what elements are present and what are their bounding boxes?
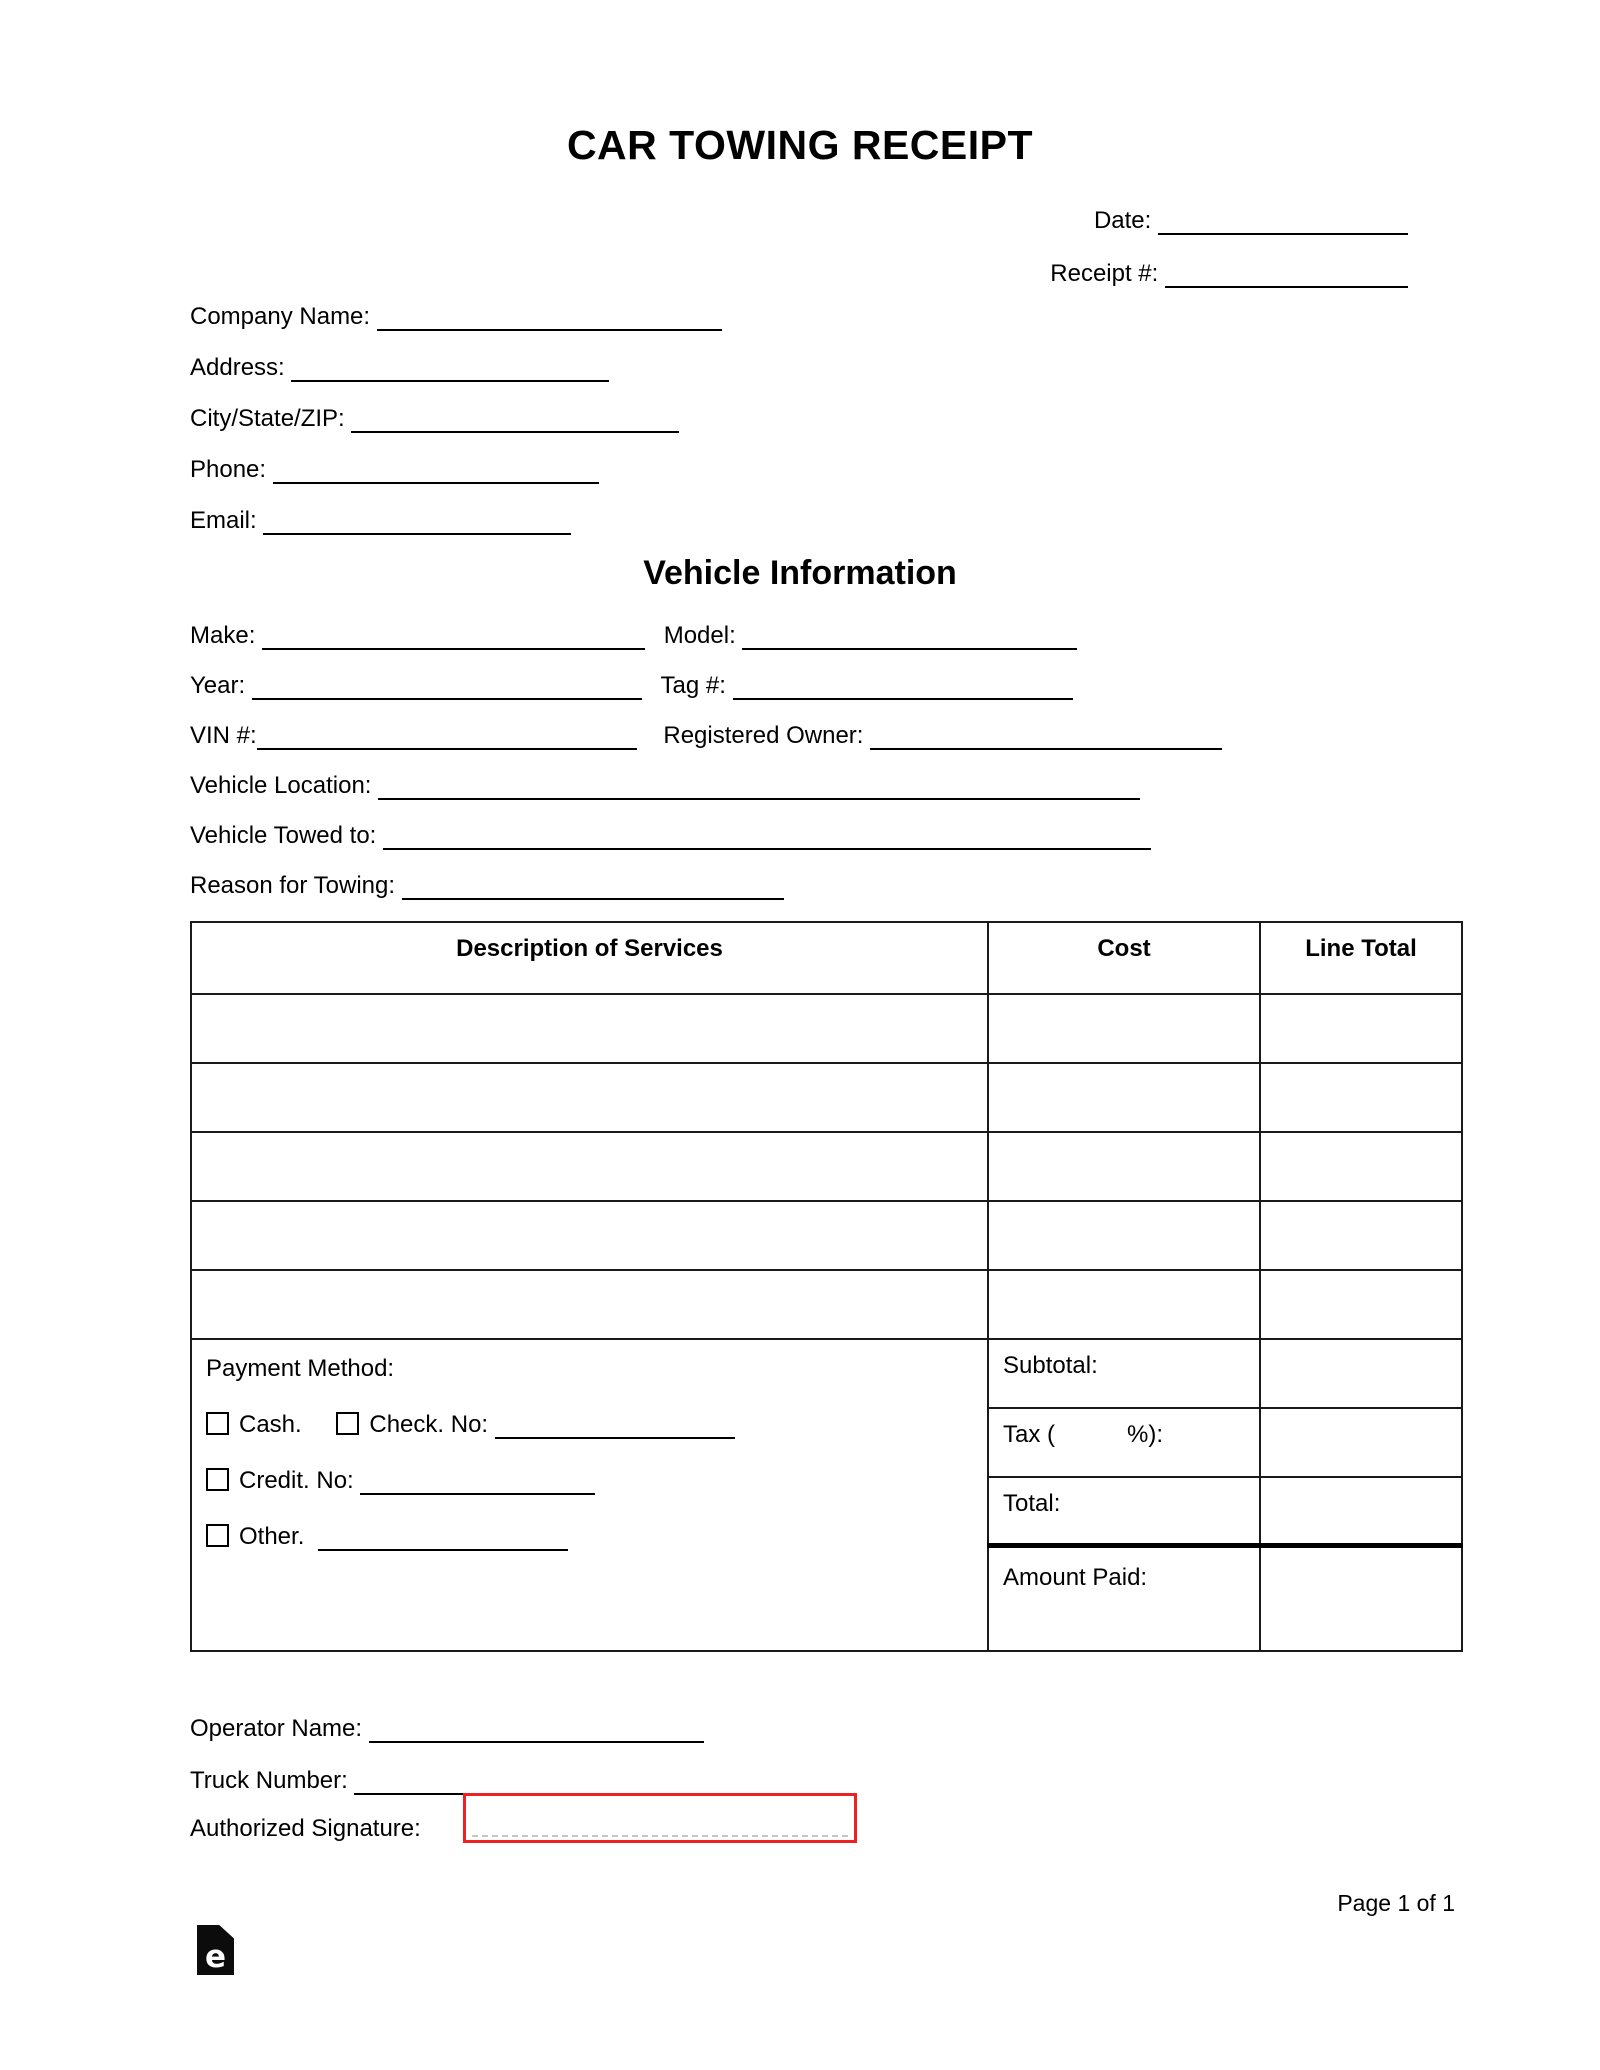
authorized-signature-row	[190, 1815, 421, 1843]
company-info-block	[190, 303, 722, 558]
receipt-number-blank-line	[1165, 282, 1408, 288]
check-checkbox[interactable]	[336, 1412, 359, 1435]
operator-name-row	[190, 1715, 704, 1743]
tax-value-cell	[1260, 1408, 1462, 1477]
operator-name-label: Operator Name:	[190, 1715, 363, 1742]
page-title: CAR TOWING RECEIPT	[566, 122, 1034, 168]
receipt-number-row	[1050, 260, 1408, 313]
date-receipt-block	[1050, 207, 1408, 313]
truck-number-row	[190, 1767, 684, 1795]
service-row	[191, 994, 1462, 1063]
page-number: Page 1 of 1	[1337, 1890, 1455, 1916]
city-state-zip-label: City/State/ZIP:	[190, 405, 345, 432]
other-label: Other.	[239, 1523, 305, 1550]
payment-method-cell	[191, 1339, 988, 1651]
operator-name-blank-line	[369, 1737, 704, 1743]
service-line-total-cell	[1260, 1132, 1462, 1201]
email-label: Email:	[190, 507, 257, 534]
make-blank-line	[262, 644, 645, 650]
credit-number-label: Credit. No:	[239, 1467, 354, 1494]
truck-number-label: Truck Number:	[190, 1767, 348, 1794]
subtotal-label: Subtotal:	[1003, 1352, 1098, 1379]
eforms-logo-icon	[197, 1925, 234, 1975]
description-of-services-header: Description of Services	[191, 922, 988, 994]
total-label-cell	[988, 1477, 1260, 1545]
date-label: Date:	[1093, 207, 1152, 234]
vehicle-information-heading: Vehicle Information	[643, 554, 957, 592]
operator-signature-block	[190, 1715, 1190, 1875]
phone-blank-line	[273, 478, 599, 484]
line-total-header: Line Total	[1260, 922, 1462, 994]
vehicle-location-blank-line	[378, 794, 1140, 800]
other-checkbox[interactable]	[206, 1524, 229, 1547]
email-blank-line	[263, 529, 571, 535]
vehicle-location-row	[190, 772, 1222, 822]
service-line-total-cell	[1260, 994, 1462, 1063]
service-line-total-cell	[1260, 1201, 1462, 1270]
service-cost-cell	[988, 1132, 1260, 1201]
other-blank-line	[318, 1545, 568, 1551]
other-row	[206, 1522, 977, 1551]
tax-label-cell	[988, 1408, 1260, 1477]
amount-paid-label-cell	[988, 1545, 1260, 1651]
amount-paid-value-cell	[1260, 1545, 1462, 1651]
service-row	[191, 1201, 1462, 1270]
vehicle-towed-to-label: Vehicle Towed to:	[190, 822, 377, 849]
subtotal-label-cell	[988, 1339, 1260, 1408]
registered-owner-label: Registered Owner:	[663, 722, 864, 749]
service-description-cell	[191, 1063, 988, 1132]
reason-for-towing-label: Reason for Towing:	[190, 872, 396, 899]
reason-for-towing-blank-line	[402, 894, 784, 900]
authorized-signature-label: Authorized Signature:	[190, 1815, 421, 1842]
cash-label: Cash.	[239, 1411, 302, 1438]
service-cost-cell	[988, 994, 1260, 1063]
model-label: Model:	[663, 622, 736, 649]
tax-label-prefix: Tax (	[1003, 1421, 1056, 1448]
service-row	[191, 1270, 1462, 1339]
cash-option	[206, 1411, 302, 1438]
address-row	[190, 354, 722, 405]
service-row	[191, 1132, 1462, 1201]
tax-label-suffix: %):	[1127, 1421, 1164, 1448]
city-state-zip-blank-line	[351, 427, 679, 433]
payment-method-label: Payment Method:	[206, 1355, 395, 1382]
tag-number-label: Tag #:	[660, 672, 726, 699]
make-label: Make:	[190, 622, 256, 649]
services-table-header-row	[191, 922, 1462, 994]
vehicle-location-label: Vehicle Location:	[190, 772, 372, 799]
phone-label: Phone:	[190, 456, 267, 483]
service-description-cell	[191, 1132, 988, 1201]
check-number-blank-line	[495, 1433, 735, 1439]
service-description-cell	[191, 1270, 988, 1339]
service-cost-cell	[988, 1270, 1260, 1339]
receipt-number-label: Receipt #:	[1050, 260, 1159, 287]
service-line-total-cell	[1260, 1063, 1462, 1132]
total-value-cell	[1260, 1477, 1462, 1545]
check-option	[336, 1411, 488, 1438]
vehicle-towed-to-row	[190, 822, 1222, 872]
credit-checkbox[interactable]	[206, 1468, 229, 1491]
year-label: Year:	[190, 672, 246, 699]
phone-row	[190, 456, 722, 507]
email-row	[190, 507, 722, 558]
city-state-zip-row	[190, 405, 722, 456]
subtotal-value-cell	[1260, 1339, 1462, 1408]
vin-label: VIN #:	[190, 722, 257, 749]
make-model-row	[190, 622, 1222, 672]
model-blank-line	[742, 644, 1077, 650]
services-table	[190, 921, 1463, 1652]
tag-number-blank-line	[733, 694, 1073, 700]
reason-for-towing-row	[190, 872, 1222, 922]
vehicle-info-block	[190, 622, 1222, 922]
company-name-row	[190, 303, 722, 354]
cash-checkbox[interactable]	[206, 1412, 229, 1435]
credit-number-blank-line	[360, 1489, 595, 1495]
amount-paid-label: Amount Paid:	[1003, 1563, 1148, 1591]
service-description-cell	[191, 1201, 988, 1270]
date-blank-line	[1158, 229, 1408, 235]
vehicle-towed-to-blank-line	[383, 844, 1151, 850]
credit-row	[206, 1466, 977, 1495]
year-tag-row	[190, 672, 1222, 722]
service-row	[191, 1063, 1462, 1132]
service-line-total-cell	[1260, 1270, 1462, 1339]
address-blank-line	[291, 376, 609, 382]
year-blank-line	[252, 694, 642, 700]
service-cost-cell	[988, 1201, 1260, 1270]
service-description-cell	[191, 994, 988, 1063]
cash-check-row	[206, 1410, 977, 1439]
registered-owner-blank-line	[870, 744, 1222, 750]
company-name-blank-line	[377, 325, 722, 331]
service-cost-cell	[988, 1063, 1260, 1132]
address-label: Address:	[190, 354, 285, 381]
subtotal-row	[191, 1339, 1462, 1408]
cost-header: Cost	[988, 922, 1260, 994]
authorized-signature-field[interactable]	[463, 1793, 857, 1843]
vin-owner-row	[190, 722, 1222, 772]
company-name-label: Company Name:	[190, 303, 371, 330]
date-row	[1050, 207, 1408, 260]
total-label: Total:	[1003, 1490, 1061, 1517]
eforms-logo-letter: e	[204, 1939, 227, 1975]
vin-blank-line	[257, 744, 637, 750]
check-number-label: Check. No:	[369, 1411, 489, 1438]
